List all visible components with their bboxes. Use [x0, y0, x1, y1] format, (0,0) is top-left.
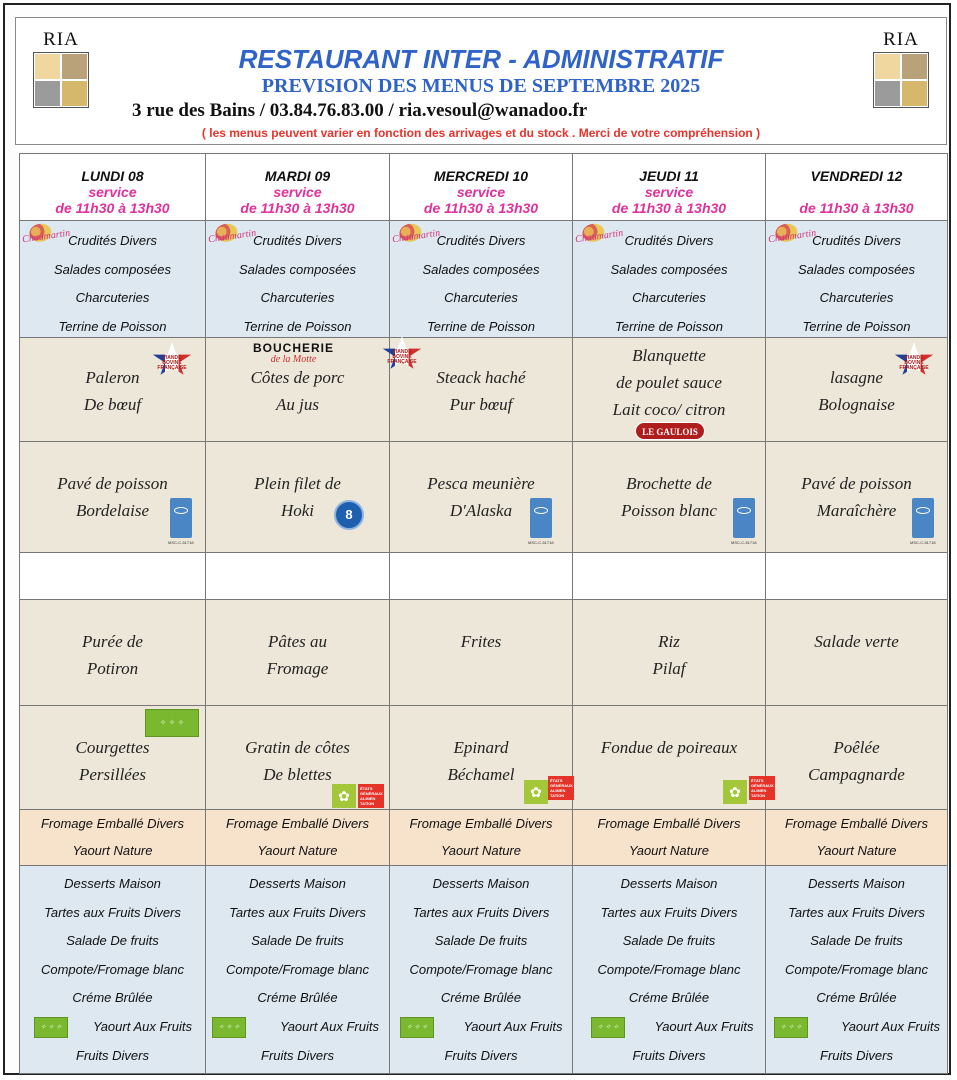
dish-line: Campagnarde [808, 765, 905, 784]
starter-item: Crudités Divers [624, 233, 714, 248]
dish-line: Steack haché [436, 368, 526, 387]
egalim-logo-icon: ✿ [524, 780, 548, 804]
dessert-item: Desserts Maison [432, 876, 530, 891]
dessert-label: Yaourt Aux Fruits [841, 1018, 940, 1034]
dish-line: Paleron [85, 368, 140, 387]
dish-line: De blettes [263, 765, 332, 784]
boucherie-logo [236, 342, 351, 366]
service-hours: de 11h30 à 13h30 [55, 200, 170, 216]
desserts-cell [206, 866, 390, 1073]
eu-organic-leaf-icon [34, 1017, 68, 1038]
starter-item: Charcuteries [819, 290, 894, 305]
dish-line: De bœuf [83, 395, 142, 414]
day-name: VENDREDI 12 [810, 168, 903, 184]
cheese-cell [766, 810, 948, 865]
cheese-row [19, 810, 948, 866]
chaumartin-logo: Chaumartin [767, 227, 817, 246]
cheese-list [390, 810, 572, 864]
eu-organic-leaf-icon [145, 709, 199, 737]
cheese-list [206, 810, 389, 864]
starter-item: Terrine de Poisson [243, 318, 352, 334]
starter-item: Salades composées [53, 261, 172, 277]
msc-code: MSC-C-51718 [731, 540, 757, 545]
desserts-list [766, 870, 947, 1070]
vegetable-cell [390, 706, 573, 809]
dish-line: Bordelaise [75, 501, 150, 520]
contact-address: 3 rue des Bains / 03.84.76.83.00 / ria.vesoul@wanadoo.fr [132, 100, 588, 121]
starters-list [390, 227, 572, 341]
dessert-item [206, 1013, 389, 1042]
meat-cell [387, 338, 573, 441]
service-hours: de 11h30 à 13h30 [240, 200, 355, 216]
starter-item: Salades composées [797, 261, 916, 277]
dish-line: Riz [658, 632, 680, 651]
side-dish [390, 628, 572, 655]
service-hours: de 11h30 à 13h30 [799, 200, 914, 216]
starters-list [573, 227, 765, 341]
cheese-item: Yaourt Nature [816, 843, 897, 858]
vegetable-dish [766, 734, 947, 788]
menu-sheet [3, 3, 951, 1075]
menu-header [15, 17, 947, 145]
msc-fish-icon [170, 498, 192, 538]
starter-item: Charcuteries [75, 290, 150, 305]
restaurant-title: RESTAURANT INTER - ADMINISTRATIF [238, 44, 724, 74]
viande-bovine-francaise-badge: VIANDE BOVINE FRANÇAISE [152, 342, 192, 378]
service-hours: de 11h30 à 13h30 [611, 200, 727, 216]
msc-code: MSC-C-51718 [910, 540, 936, 545]
starters-list [20, 227, 205, 341]
side-cell [573, 600, 766, 705]
cheese-item: Fromage Emballé Divers [784, 816, 929, 831]
fish-cell [573, 442, 766, 552]
day-header [19, 154, 206, 220]
dessert-item: Créme Brûlée [628, 990, 710, 1006]
dish-line: Salade verte [814, 632, 899, 651]
side-dish-row [19, 600, 948, 706]
viande-bovine-francaise-badge: VIANDE BOVINE FRANÇAISE [382, 336, 422, 372]
dessert-item: Desserts Maison [64, 876, 161, 891]
eu-organic-leaf-icon [774, 1017, 808, 1038]
empty-cell [206, 553, 390, 599]
dessert-item: Compote/Fromage blanc [597, 961, 741, 977]
dish-line: Pesca meunière [427, 474, 535, 493]
starters-cell [19, 221, 206, 337]
starters-cell [206, 221, 390, 337]
dish-line: lasagne [830, 368, 883, 387]
cheese-cell [573, 810, 766, 865]
menu-subtitle: PREVISION DES MENUS DE SEPTEMBRE 2025 [261, 75, 701, 97]
desserts-list [390, 870, 572, 1070]
dessert-item [20, 1013, 205, 1042]
eu-organic-leaf-icon [212, 1017, 246, 1038]
fish-cell [19, 442, 206, 552]
starter-item: Salades composées [238, 261, 357, 277]
dessert-item: Fruits Divers [444, 1047, 518, 1063]
meat-dish [20, 364, 205, 418]
empty-cell [573, 553, 766, 599]
dish-line: de poulet sauce [616, 373, 722, 392]
side-dish [766, 628, 947, 655]
dish-line: Pur bœuf [449, 395, 513, 414]
dish-line: Gratin de côtes [245, 738, 350, 757]
starter-item: Crudités Divers [253, 233, 342, 248]
empty-cell [766, 553, 948, 599]
dessert-item: Salade De fruits [810, 933, 903, 949]
cheese-cell [19, 810, 206, 865]
vegetable-cell [19, 706, 206, 809]
starter-item: Terrine de Poisson [58, 318, 167, 334]
etats-generaux-badge: ÉTATS GÉNÉRAUX ALIMEN TATION [751, 778, 774, 798]
empty-row [19, 553, 948, 600]
dessert-item: Compote/Fromage blanc [225, 961, 370, 977]
dish-line: Potiron [86, 659, 139, 678]
day-name: MARDI 09 [264, 168, 331, 184]
desserts-cell [19, 866, 206, 1073]
meat-dish [390, 364, 572, 418]
cheese-list [766, 810, 947, 864]
meat-dish [766, 364, 947, 418]
dessert-item: Desserts Maison [808, 876, 905, 891]
side-dish [20, 628, 205, 682]
cheese-item: Yaourt Nature [72, 843, 153, 858]
dish-line: Poêlée [833, 738, 880, 757]
starters-cell [573, 221, 766, 337]
dessert-item: Compote/Fromage blanc [409, 961, 553, 977]
dessert-item: Salade De fruits [622, 933, 716, 949]
egalim-logo-icon: ✿ [332, 784, 356, 808]
dish-line: Brochette de [626, 474, 712, 493]
day-header [206, 154, 390, 220]
fish-cell [766, 442, 948, 552]
desserts-cell [766, 866, 948, 1073]
cheese-item: Fromage Emballé Divers [597, 816, 741, 831]
kitchen-icon [873, 52, 929, 108]
service-label [766, 184, 947, 200]
dish-line: Pilaf [652, 659, 686, 678]
vegetable-cell [573, 706, 774, 809]
starters-list [766, 227, 947, 341]
chaumartin-logo: Chaumartin [574, 227, 624, 246]
dish-line: Blanquette [632, 346, 706, 365]
vegetable-row [19, 706, 948, 810]
day-header [573, 154, 766, 220]
vegetable-dish [573, 734, 765, 761]
dessert-label: Yaourt Aux Fruits [463, 1018, 563, 1034]
day-header-row [19, 153, 948, 221]
dessert-item: Compote/Fromage blanc [784, 961, 929, 977]
side-cell [19, 600, 206, 705]
side-dish [206, 628, 389, 682]
dessert-item: Salade De fruits [66, 933, 159, 949]
dish-line: Fondue de poireaux [600, 738, 738, 757]
boucherie-subname: de la Motte [270, 354, 317, 365]
ria-logo-text: RIA [883, 29, 919, 50]
dessert-item: Créme Brûlée [257, 990, 338, 1006]
starter-item: Charcuteries [260, 290, 335, 305]
dish-line: Poisson blanc [621, 501, 717, 520]
egalim-logo-icon: ✿ [723, 780, 747, 804]
dish-line: Epinard [453, 738, 509, 757]
starter-item: Terrine de Poisson [615, 318, 723, 334]
meat-cell [206, 338, 390, 441]
msc-fish-icon [530, 498, 552, 538]
dessert-item: Créme Brûlée [72, 990, 153, 1006]
dessert-item: Salade De fruits [434, 933, 528, 949]
dish-line: Côtes de porc [250, 368, 345, 387]
ria-logo-left [30, 28, 92, 112]
dish-line: Béchamel [447, 765, 515, 784]
dish-line: Pavé de poisson [57, 474, 168, 493]
dish-line: Courgettes [75, 738, 150, 757]
dish-line: Maraîchère [816, 501, 897, 520]
dessert-item: Créme Brûlée [816, 990, 897, 1006]
dish-line: Hoki [280, 501, 315, 520]
starter-item: Salades composées [610, 261, 728, 277]
dessert-item [390, 1013, 572, 1042]
vegetable-dish [20, 734, 205, 788]
dessert-item: Fruits Divers [820, 1047, 893, 1063]
dessert-item: Fruits Divers [261, 1047, 334, 1063]
eu-organic-leaf-icon [400, 1017, 434, 1038]
side-dish [573, 628, 765, 682]
service-label: service [273, 184, 322, 200]
msc-code: MSC-C-51718 [168, 540, 194, 545]
service-hours: de 11h30 à 13h30 [423, 200, 539, 216]
cheese-cell [390, 810, 573, 865]
cheese-item: Yaourt Nature [441, 843, 521, 858]
side-cell [390, 600, 573, 705]
dessert-item: Desserts Maison [620, 876, 718, 891]
service-label: service [88, 184, 137, 200]
dish-line: Frites [460, 632, 502, 651]
cheese-item: Yaourt Nature [629, 843, 709, 858]
starter-item: Crudités Divers [436, 233, 526, 248]
starter-item: Charcuteries [632, 290, 706, 305]
starters-row [19, 221, 948, 338]
dessert-item: Fruits Divers [76, 1047, 149, 1063]
dessert-label: Yaourt Aux Fruits [93, 1018, 192, 1034]
dish-line: Fromage [266, 659, 329, 678]
cheese-item: Yaourt Nature [257, 843, 338, 858]
dish-line: Pavé de poisson [801, 474, 912, 493]
main-fish-row [19, 442, 948, 553]
vegetable-cell [206, 706, 390, 809]
cheese-cell [206, 810, 390, 865]
dessert-item: Desserts Maison [249, 876, 346, 891]
cheese-item: Fromage Emballé Divers [40, 816, 185, 831]
desserts-list [206, 870, 389, 1070]
day-name: LUNDI 08 [81, 168, 144, 184]
dish-line: Pâtes au [267, 632, 328, 651]
vegetable-cell [766, 706, 948, 809]
desserts-list [573, 870, 765, 1070]
dessert-item: Compote/Fromage blanc [40, 961, 185, 977]
side-cell [766, 600, 948, 705]
desserts-row [19, 866, 948, 1074]
service-label: service [456, 184, 506, 200]
fish-cell [206, 442, 390, 552]
dish-line: Purée de [82, 632, 143, 651]
day-header [390, 154, 573, 220]
viande-bovine-francaise-badge: VIANDE BOVINE FRANÇAISE [894, 342, 934, 378]
meat-cell [573, 338, 766, 441]
cheese-item: Fromage Emballé Divers [225, 816, 370, 831]
cheese-list [573, 810, 765, 864]
day-name: JEUDI 11 [639, 168, 699, 184]
dish-line: Bolognaise [818, 395, 895, 414]
service-label: service [644, 184, 694, 200]
boucherie-name: BOUCHERIE [252, 341, 334, 355]
dessert-item [766, 1013, 947, 1042]
dessert-item: Tartes aux Fruits Divers [412, 904, 550, 920]
beaufort-logo: 8 [334, 500, 364, 530]
starters-cell [390, 221, 573, 337]
etats-generaux-badge: ÉTATS GÉNÉRAUX ALIMEN TATION [550, 778, 573, 798]
dessert-item: Tartes aux Fruits Divers [788, 904, 925, 920]
desserts-list [20, 870, 205, 1070]
dessert-item: Salade De fruits [251, 933, 344, 949]
dessert-item [573, 1013, 765, 1042]
starter-item: Charcuteries [444, 290, 518, 305]
starter-item: Crudités Divers [812, 233, 901, 248]
side-cell [206, 600, 390, 705]
cheese-list [20, 810, 205, 864]
etats-generaux-badge: ÉTATS GÉNÉRAUX ALIMEN TATION [360, 786, 383, 806]
meat-dish [573, 342, 765, 423]
empty-cell [19, 553, 206, 599]
desserts-cell [390, 866, 573, 1073]
day-name: MERCREDI 10 [433, 168, 529, 184]
dessert-label: Yaourt Aux Fruits [654, 1018, 754, 1034]
disclaimer-note: ( les menus peuvent varier en fonction des arrivages et du stock . Merci de votre compréhension ) [201, 126, 761, 140]
starters-list [206, 227, 389, 341]
starter-item: Terrine de Poisson [802, 318, 911, 334]
meat-cell [19, 338, 206, 441]
chaumartin-logo: Chaumartin [21, 227, 71, 246]
dessert-item: Tartes aux Fruits Divers [600, 904, 738, 920]
dessert-item: Tartes aux Fruits Divers [229, 904, 366, 920]
ria-logo-right [870, 28, 932, 112]
dessert-label: Yaourt Aux Fruits [280, 1018, 379, 1034]
chaumartin-logo: Chaumartin [391, 227, 441, 246]
le-gaulois-logo: LE GAULOIS [635, 422, 705, 440]
dish-line: D'Alaska [449, 501, 513, 520]
msc-fish-icon [733, 498, 755, 538]
dish-line: Persillées [78, 765, 147, 784]
dessert-item: Fruits Divers [632, 1047, 706, 1063]
starter-item: Crudités Divers [68, 233, 157, 248]
chaumartin-logo: Chaumartin [207, 227, 257, 246]
meat-cell [766, 338, 948, 441]
desserts-cell [573, 866, 766, 1073]
empty-cell [390, 553, 573, 599]
dessert-item: Créme Brûlée [440, 990, 522, 1006]
main-meat-row [19, 338, 948, 442]
fish-cell [390, 442, 573, 552]
msc-fish-icon [912, 498, 934, 538]
eu-organic-leaf-icon [591, 1017, 625, 1038]
meat-dish [206, 364, 389, 418]
dish-line: Lait coco/ citron [612, 400, 726, 419]
dessert-item: Tartes aux Fruits Divers [44, 904, 181, 920]
ria-logo-text: RIA [43, 29, 79, 50]
starter-item: Terrine de Poisson [427, 318, 535, 334]
starters-cell [766, 221, 948, 337]
msc-code: MSC-C-51718 [528, 540, 554, 545]
dish-line: Au jus [276, 395, 319, 414]
day-header [766, 154, 948, 220]
starter-item: Salades composées [422, 261, 540, 277]
cheese-item: Fromage Emballé Divers [409, 816, 553, 831]
dish-line: Plein filet de [254, 474, 341, 493]
vegetable-dish [206, 734, 389, 788]
kitchen-icon [33, 52, 89, 108]
